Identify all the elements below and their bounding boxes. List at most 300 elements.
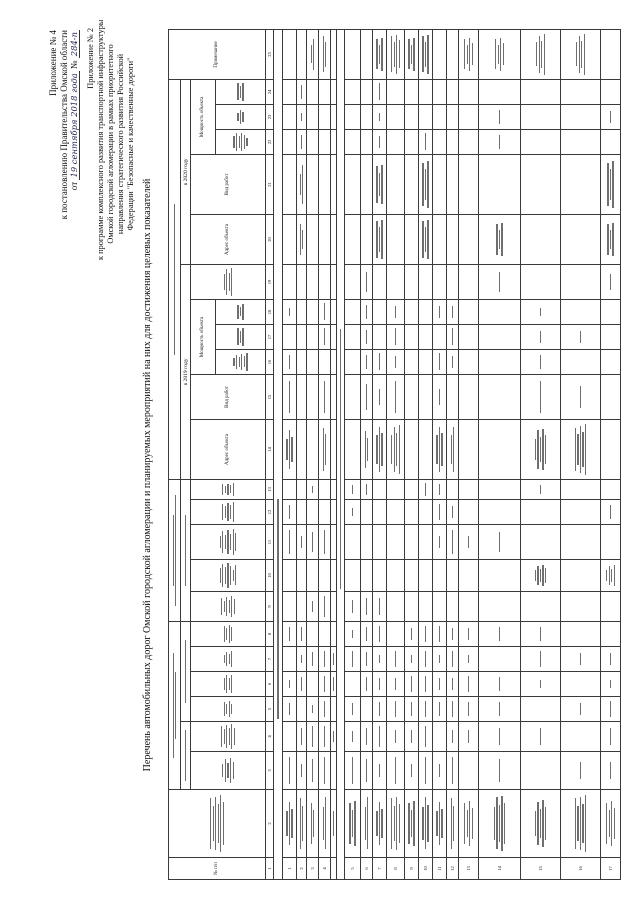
table-cell (521, 29, 561, 79)
text-line-placeholder (379, 45, 380, 64)
table-cell (447, 790, 459, 858)
table-cell (283, 722, 297, 752)
table-cell (319, 560, 331, 592)
text-placeholder (408, 790, 414, 857)
text-placeholder (324, 672, 325, 696)
text-line-placeholder (333, 677, 334, 691)
table-cell (283, 349, 297, 374)
text-line-placeholder (352, 703, 353, 714)
text-placeholder (210, 790, 224, 857)
header-address-2019 (191, 419, 266, 479)
column-number: 12 (266, 500, 274, 525)
text-placeholder (352, 592, 353, 621)
table-cell (373, 500, 387, 525)
text-line-placeholder (396, 797, 397, 851)
table-cell (479, 858, 521, 880)
text-line-placeholder (379, 427, 380, 473)
table-cell (433, 752, 447, 790)
text-line-placeholder (366, 627, 367, 641)
text-line-placeholder (230, 758, 231, 784)
table-cell (447, 479, 459, 499)
table-cell (459, 560, 479, 592)
table-cell (405, 752, 419, 790)
table-cell (561, 374, 601, 419)
text-line-placeholder (610, 169, 611, 200)
table-cell (433, 697, 447, 722)
table-cell (283, 104, 297, 129)
table-cell (479, 129, 521, 154)
text-placeholder (580, 375, 581, 419)
table-cell (447, 500, 459, 525)
text-placeholder (323, 790, 327, 857)
table-cell (319, 858, 331, 880)
table-cell (361, 129, 373, 154)
text-line-placeholder (395, 757, 396, 784)
table-cell (319, 214, 331, 264)
table-cell (405, 479, 419, 499)
row-number: 10 (423, 866, 428, 871)
header-cell (191, 647, 266, 672)
text-line-placeholder (379, 83, 380, 100)
text-line-placeholder (333, 811, 334, 836)
table-cell (521, 104, 561, 129)
text-line-placeholder (542, 429, 543, 471)
table-cell (601, 349, 621, 374)
text-line-placeholder (379, 354, 380, 371)
table-cell (319, 647, 331, 672)
row-number: 5 (350, 867, 355, 870)
text-placeholder (540, 300, 541, 324)
text-line-placeholder (286, 439, 287, 461)
text-placeholder (464, 790, 473, 857)
table-cell (479, 264, 521, 299)
text-line-placeholder (289, 308, 290, 316)
text-placeholder (607, 155, 613, 214)
text-placeholder (425, 722, 426, 751)
table-cell (387, 374, 405, 419)
table-cell (479, 324, 521, 349)
number-prefix: № (69, 60, 79, 70)
text-line-placeholder (381, 165, 382, 205)
text-placeholder (436, 790, 442, 857)
text-placeholder (425, 697, 426, 721)
table-cell (433, 154, 447, 214)
table-cell (297, 264, 307, 299)
text-line-placeholder (289, 530, 290, 555)
column-number-row (266, 29, 274, 879)
text-line-placeholder (325, 798, 326, 850)
text-line-placeholder (230, 485, 231, 493)
table-cell (361, 672, 373, 697)
table-cell (459, 722, 479, 752)
header-row (169, 29, 181, 879)
table-cell (601, 722, 621, 752)
text-line-placeholder (540, 569, 541, 582)
table-cell (373, 419, 387, 479)
text-placeholder (365, 420, 369, 479)
capacity-label: Мощность объекта (200, 316, 206, 358)
text-placeholder (439, 752, 440, 789)
table-cell (297, 374, 307, 419)
text-placeholder (324, 592, 325, 621)
table-cell (297, 479, 307, 499)
text-placeholder (366, 622, 367, 646)
date-prefix: от (69, 181, 79, 191)
table-cell (307, 374, 319, 419)
text-line-placeholder (300, 224, 301, 254)
text-placeholder (439, 300, 440, 324)
table-cell (373, 29, 387, 79)
table-cell (419, 349, 433, 374)
table-cell (601, 299, 621, 324)
text-line-placeholder (224, 655, 225, 663)
table-cell (459, 500, 479, 525)
column-number: 16 (266, 349, 274, 374)
table-cell (459, 525, 479, 560)
text-line-placeholder (352, 508, 353, 516)
table-cell (361, 560, 373, 592)
text-line-placeholder (302, 230, 303, 249)
table-cell (307, 349, 319, 374)
text-line-placeholder (381, 809, 382, 838)
text-placeholder (395, 300, 396, 324)
text-line-placeholder (411, 676, 412, 693)
text-line-placeholder (610, 274, 611, 290)
text-line-placeholder (333, 653, 334, 664)
header-group-3 (169, 79, 181, 479)
table-cell (459, 374, 479, 419)
text-line-placeholder (224, 601, 225, 612)
table-cell (479, 622, 521, 647)
text-line-placeholder (324, 676, 325, 693)
appendix-2-title: Приложение № 2 (86, 28, 95, 89)
text-placeholder (289, 375, 290, 419)
table-cell (307, 500, 319, 525)
table-cell (459, 697, 479, 722)
text-placeholder (237, 325, 243, 349)
table-cell (419, 858, 433, 880)
table-cell (479, 647, 521, 672)
table-cell (373, 374, 387, 419)
table-cell (419, 79, 433, 104)
text-placeholder (349, 790, 355, 857)
table-cell (361, 29, 373, 79)
table-cell (297, 647, 307, 672)
text-line-placeholder (452, 356, 453, 367)
table-cell (459, 349, 479, 374)
text-line-placeholder (366, 330, 367, 344)
text-placeholder (237, 80, 243, 104)
table-cell (521, 299, 561, 324)
table-cell (405, 154, 419, 214)
text-placeholder (312, 480, 313, 499)
text-placeholder (468, 622, 469, 646)
table-cell (319, 29, 331, 79)
table-cell (361, 697, 373, 722)
table-cell (601, 479, 621, 499)
column-number: 1 (266, 858, 274, 880)
row-number: 12 (450, 866, 455, 871)
text-placeholder (540, 375, 541, 419)
table-cell (479, 525, 521, 560)
table-cell (447, 697, 459, 722)
table-cell (319, 622, 331, 647)
text-placeholder (499, 752, 500, 789)
text-line-placeholder (439, 702, 440, 716)
table-cell (319, 697, 331, 722)
text-line-placeholder (425, 42, 426, 67)
table-cell (447, 374, 459, 419)
text-placeholder (224, 265, 233, 299)
text-line-placeholder (352, 731, 353, 741)
table-cell (601, 672, 621, 697)
text-placeholder (220, 560, 237, 591)
table-cell (433, 479, 447, 499)
table-cell (405, 722, 419, 752)
text-line-placeholder (289, 355, 290, 369)
header-year-2019 (181, 264, 191, 479)
text-placeholder (376, 215, 382, 264)
text-placeholder (422, 790, 428, 857)
header-cell (191, 500, 266, 525)
text-line-placeholder (301, 655, 302, 663)
text-line-placeholder (496, 224, 497, 254)
text-line-placeholder (301, 113, 302, 121)
text-line-placeholder (366, 598, 367, 615)
text-line-placeholder (472, 808, 473, 839)
table-cell (433, 592, 447, 622)
text-line-placeholder (324, 329, 325, 346)
table-cell (447, 752, 459, 790)
text-placeholder (324, 375, 325, 419)
text-line-placeholder (213, 806, 214, 841)
text-placeholder (289, 752, 290, 789)
table-cell (387, 154, 405, 214)
table-cell (319, 349, 331, 374)
text-line-placeholder (585, 795, 586, 853)
text-placeholder (395, 325, 396, 349)
text-line-placeholder (467, 810, 468, 837)
table-cell (561, 560, 601, 592)
table-cell (361, 752, 373, 790)
text-placeholder (379, 672, 380, 696)
text-line-placeholder (237, 305, 238, 319)
text-placeholder (499, 265, 500, 299)
text-line-placeholder (311, 803, 312, 845)
table-cell (373, 622, 387, 647)
table-cell (319, 264, 331, 299)
text-placeholder (610, 752, 611, 789)
text-line-placeholder (537, 430, 538, 468)
text-placeholder (301, 130, 302, 154)
section-row (337, 29, 345, 879)
text-placeholder (464, 30, 473, 79)
text-line-placeholder (325, 434, 326, 465)
text-line-placeholder (234, 599, 235, 613)
text-line-placeholder (312, 652, 313, 666)
table-cell (405, 592, 419, 622)
table-cell (307, 525, 319, 560)
text-line-placeholder (227, 503, 228, 521)
text-line-placeholder (469, 38, 470, 71)
text-placeholder (237, 105, 243, 129)
text-placeholder (610, 672, 611, 696)
text-placeholder (312, 525, 313, 559)
text-placeholder (324, 325, 325, 349)
table-cell (405, 419, 419, 479)
table-cell (345, 324, 361, 349)
text-line-placeholder (229, 600, 230, 613)
text-line-placeholder (233, 570, 234, 582)
text-line-placeholder (379, 726, 380, 747)
text-line-placeholder (580, 762, 581, 780)
table-cell (297, 525, 307, 560)
table-cell (307, 299, 319, 324)
table-cell (387, 722, 405, 752)
text-placeholder (366, 752, 367, 789)
text-line-placeholder (499, 272, 500, 292)
text-line-placeholder (395, 730, 396, 744)
text-placeholder (379, 697, 380, 721)
table-cell (479, 419, 521, 479)
row-number: 14 (497, 866, 502, 871)
text-placeholder (439, 697, 440, 721)
header-row-number (169, 858, 266, 880)
text-placeholder (610, 105, 611, 129)
table-cell (297, 104, 307, 129)
table-cell (373, 264, 387, 299)
table-cell (433, 374, 447, 419)
table-cell (447, 672, 459, 697)
text-line-placeholder (239, 136, 240, 149)
text-placeholder (439, 672, 440, 696)
text-line-placeholder (229, 728, 230, 744)
column-number: 7 (266, 647, 274, 672)
table-cell (521, 79, 561, 104)
text-line-placeholder (289, 430, 290, 468)
text-line-placeholder (289, 505, 290, 519)
text-line-placeholder (244, 356, 245, 367)
column-number: 6 (266, 672, 274, 697)
text-placeholder (411, 722, 412, 751)
table-cell (561, 264, 601, 299)
table-row (319, 29, 331, 879)
text-line-placeholder (425, 626, 426, 643)
table-cell (307, 560, 319, 592)
table-row (307, 29, 319, 879)
text-placeholder (422, 155, 428, 214)
table-cell (373, 79, 387, 104)
text-line-placeholder (220, 536, 221, 548)
text-placeholder (439, 525, 440, 559)
table-cell (419, 479, 433, 499)
header-cell (191, 592, 266, 622)
table-cell (373, 154, 387, 214)
table-cell (345, 154, 361, 214)
table-cell (283, 214, 297, 264)
table-cell (447, 525, 459, 560)
text-line-placeholder (231, 675, 232, 694)
text-placeholder (425, 672, 426, 696)
table-cell (361, 154, 373, 214)
table-cell (307, 129, 319, 154)
table-cell (297, 324, 307, 349)
text-line-placeholder (291, 809, 292, 838)
text-line-placeholder (352, 630, 353, 638)
table-cell (283, 154, 297, 214)
text-line-placeholder (352, 651, 353, 668)
text-placeholder (499, 105, 500, 129)
table-cell (345, 525, 361, 560)
text-line-placeholder (235, 566, 236, 586)
text-placeholder (535, 790, 547, 857)
table-cell (561, 79, 601, 104)
table-cell (405, 500, 419, 525)
table-cell (479, 79, 521, 104)
roads-table (168, 29, 621, 880)
table-body (266, 29, 621, 879)
table-cell (521, 154, 561, 214)
text-line-placeholder (324, 530, 325, 555)
table-cell (561, 214, 601, 264)
text-line-placeholder (451, 435, 452, 464)
table-cell (521, 419, 561, 479)
text-placeholder (439, 480, 440, 499)
table-cell (419, 722, 433, 752)
table-cell (373, 349, 387, 374)
table-cell (433, 500, 447, 525)
text-line-placeholder (324, 701, 325, 718)
work-type-label: Вид работ (225, 386, 231, 408)
text-line-placeholder (226, 628, 227, 640)
column-number: 21 (266, 154, 274, 214)
table-cell (345, 790, 361, 858)
text-line-placeholder (379, 136, 380, 147)
table-cell (433, 324, 447, 349)
text-line-placeholder (535, 439, 536, 461)
table-cell (345, 29, 361, 79)
text-placeholder (499, 722, 500, 751)
text-line-placeholder (468, 536, 469, 548)
text-line-placeholder (395, 356, 396, 367)
table-cell (433, 79, 447, 104)
header-cell (191, 525, 266, 560)
text-placeholder (300, 155, 304, 214)
table-cell (345, 592, 361, 622)
table-row (447, 29, 459, 879)
text-line-placeholder (379, 702, 380, 716)
text-line-placeholder (439, 678, 440, 689)
text-line-placeholder (472, 43, 473, 65)
text-line-placeholder (376, 221, 377, 257)
text-placeholder (312, 752, 313, 789)
text-line-placeholder (237, 329, 238, 346)
table-cell (447, 622, 459, 647)
table-cell (447, 104, 459, 129)
table-cell (297, 79, 307, 104)
table-cell (361, 592, 373, 622)
header-cell (191, 622, 266, 647)
text-line-placeholder (452, 306, 453, 317)
table-cell (345, 104, 361, 129)
text-placeholder (222, 500, 234, 524)
table-cell (419, 560, 433, 592)
table-cell (479, 374, 521, 419)
table-cell (373, 790, 387, 858)
text-line-placeholder (494, 807, 495, 840)
text-line-placeholder (582, 432, 583, 466)
text-line-placeholder (376, 166, 377, 202)
